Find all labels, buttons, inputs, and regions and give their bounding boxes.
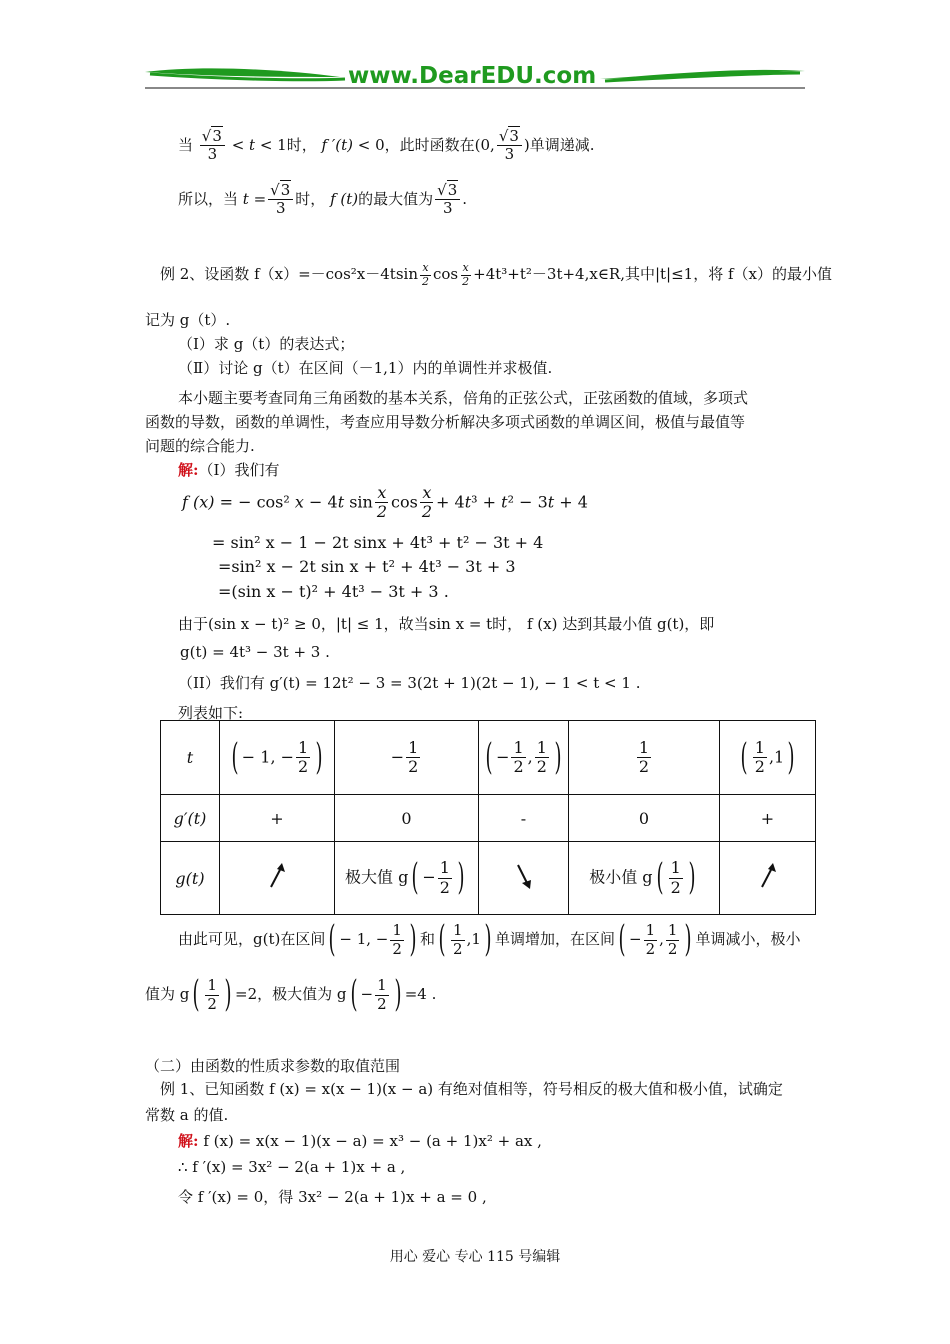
since-line: 由于(sin x − t)² ≥ 0，|t| ≤ 1，故当sin x = t时， f (x) 达到其最小值 g(t)，即 (178, 615, 715, 633)
eq-line-1: f (x) = − cos² x − 4t sin $\frac{x}{2}$ cos $\frac{x}{2}$ + 4t³ + t² − 3t + 4 (182, 483, 588, 522)
sign-cell: + (220, 795, 335, 842)
arrow-up-icon (756, 861, 780, 891)
row-label-g: g(t) (161, 842, 220, 915)
line-decrease: 当 $\frac{√3}{3}$ < t < 1时， f ′(t) < 0，此时函数在(0, $\frac{√3}{3}$ )单调递减. (178, 127, 595, 164)
line-max: 所以，当 t = $\frac{√3}{3}$ 时， f (t)的最大值为 $\frac{√3}{3}$ . (178, 181, 468, 218)
section-heading: （二）由函数的性质求参数的取值范围 (145, 1057, 401, 1075)
sign-cell: + (720, 795, 816, 842)
sign-cell: 0 (569, 795, 720, 842)
eq-line-2: = sin² x − 1 − 2t sinx + 4t³ + t² − 3t + 4 (212, 533, 544, 552)
header-banner (0, 55, 950, 125)
table-row (161, 795, 816, 842)
desc-line-1: 本小题主要考查同角三角函数的基本关系，倍角的正弦公式，正弦函数的值域，多项式 (178, 389, 749, 407)
conclusion-line-2: 值为 g( $\frac{1}{2}$ ) =2，极大值为 g( − $\frac{1}{2}$ ) =4 . (145, 974, 437, 1015)
conclusion-line-1: 由此可见，g(t)在区间( − 1, − $\frac{1}{2}$ ) 和( $\frac{1}{2}$ ,1) 单调增加，在区间( − $\frac{1}{2}$ , $\frac{1}{2}$ ) 单调减小，极小 (178, 919, 801, 960)
sign-cell: - (479, 795, 569, 842)
example2-statement: 例 2、设函数 f（x）=－cos²x－4tsin $\frac{x}{2}$ cos $\frac{x}{2}$ +4t³+t²－3t+4,x∈R,其中|t|≤1，将 f（x）的最小值 (160, 261, 833, 288)
part2-line: （II）我们有 g′(t) = 12t² − 3 = 3(2t + 1)(2t − 1), − 1 < t < 1 . (178, 674, 641, 692)
table-row: g(t) 极大值 g( − $\frac{1}{2}$ ) 极小值 g( $\frac{1}{2}$ ) (161, 842, 816, 915)
page-footer: 用心 爱心 专心 115 号编辑 (389, 1249, 561, 1265)
example1-cont: 常数 a 的值. (145, 1106, 229, 1124)
question-2: （Ⅱ）讨论 g（t）在区间（－1,1）内的单调性并求极值. (178, 359, 553, 377)
site-logo: www.DearEDU.com (348, 63, 597, 89)
example1-statement: 例 1、已知函数 f (x) = x(x − 1)(x − a) 有绝对值相等，符号相反的极大值和极小值，试确定 (160, 1080, 783, 1098)
sign-table (160, 720, 816, 915)
arrow-down-icon (512, 861, 536, 891)
solution-2-line-2: ∴ f ′(x) = 3x² − 2(a + 1)x + a , (178, 1158, 406, 1176)
arrow-up-icon (265, 861, 289, 891)
example2-cont: 记为 g（t）. (145, 311, 231, 329)
table-intro: 列表如下: (178, 704, 244, 722)
solution-2-line-1: 解: f (x) = x(x − 1)(x − a) = x³ − (a + 1)x² + ax , (178, 1132, 542, 1150)
desc-line-2: 函数的导数，函数的单调性，考查应用导数分析解决多项式函数的单调区间，极值与最值等 (145, 413, 746, 431)
solution-1-label: 解:（I）我们有 (178, 461, 280, 479)
solution-2-line-3: 令 f ′(x) = 0，得 3x² − 2(a + 1)x + a = 0 , (178, 1188, 487, 1206)
eq-line-3: =sin² x − 2t sin x + t² + 4t³ − 3t + 3 (218, 557, 516, 576)
row-label-gprime: g′(t) (161, 795, 220, 842)
gt-expression: g(t) = 4t³ − 3t + 3 . (180, 643, 330, 661)
desc-line-3: 问题的综合能力. (145, 437, 255, 455)
table-row: t ( − 1, − $\frac{1}{2}$ ) − $\frac{1}{2}$ ( − $\frac{1}{2}$ , $\frac{1}{2}$ ) $\frac{1}{2}$ ( $\frac{1}{2}$ ,1) (161, 721, 816, 795)
eq-line-4: =(sin x − t)² + 4t³ − 3t + 3 . (218, 582, 449, 601)
row-label-t: t (161, 721, 220, 795)
question-1: （Ⅰ）求 g（t）的表达式； (178, 335, 355, 353)
sign-cell: 0 (335, 795, 479, 842)
